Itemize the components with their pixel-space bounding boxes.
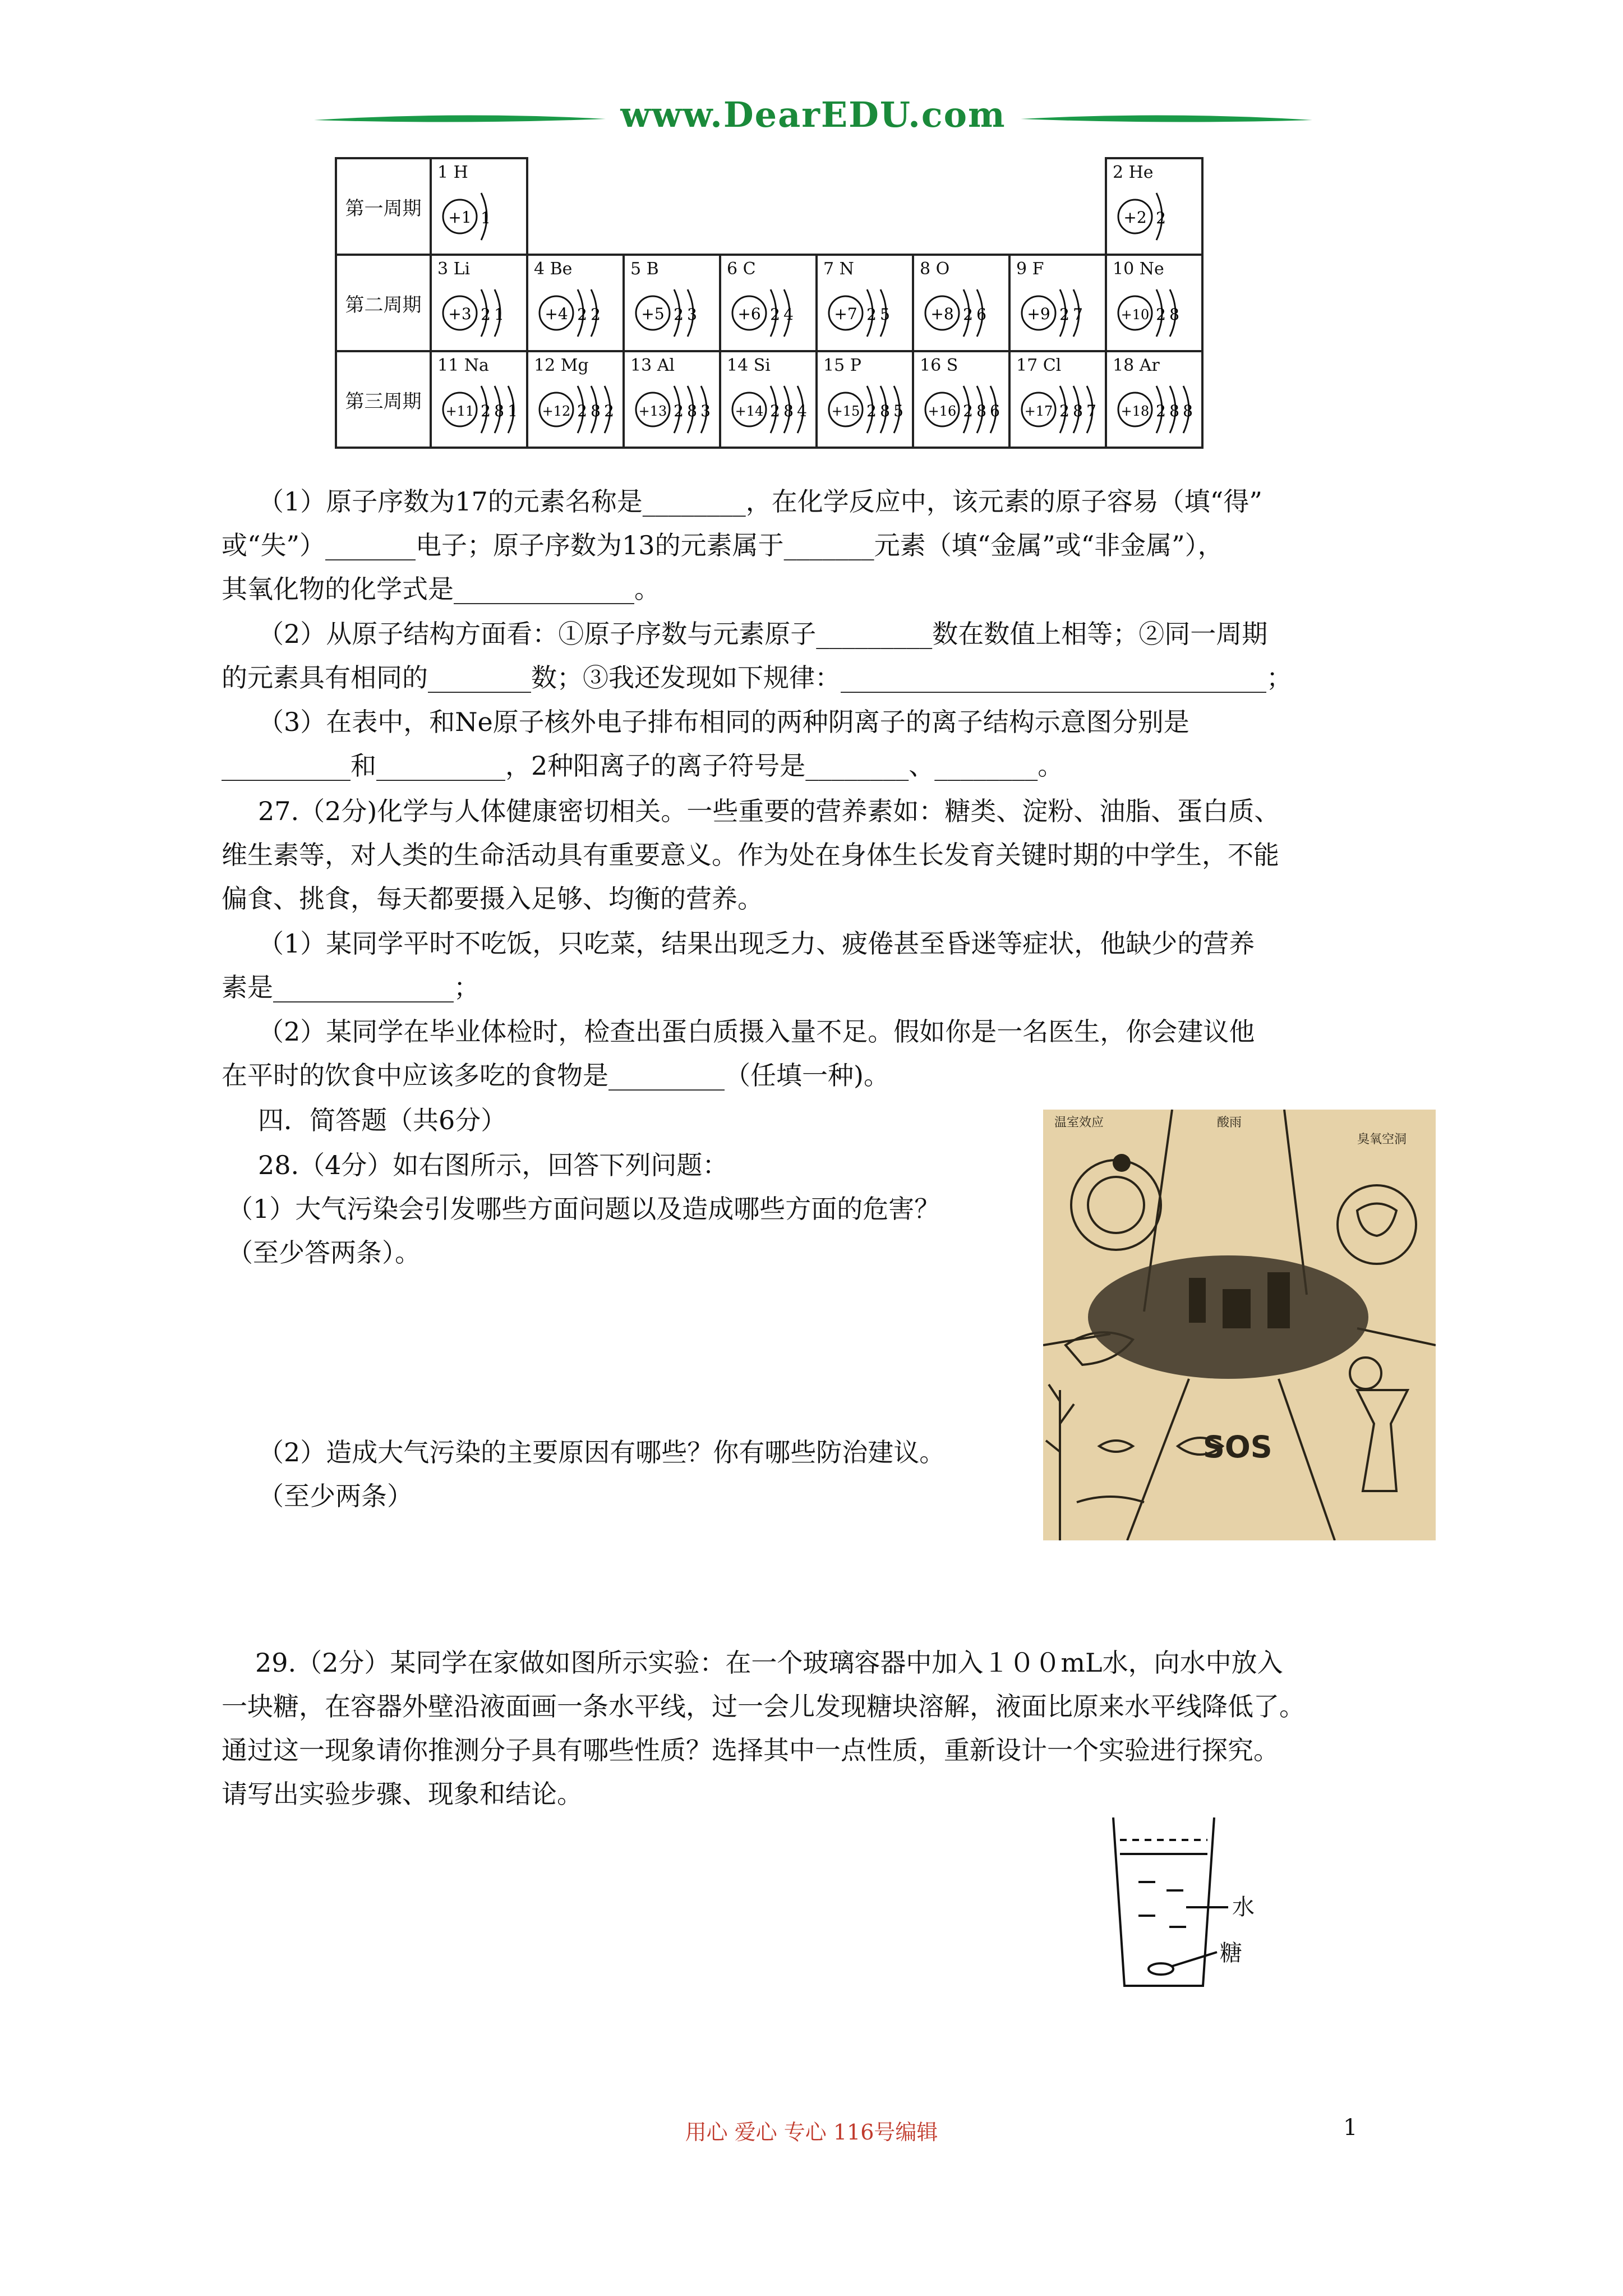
- element-cell: [720, 255, 817, 351]
- q29-line1: 29.（2分）某同学在家做如图所示实验：在一个玻璃容器中加入１００mL水，向水中放入: [255, 1648, 1283, 1678]
- empty-cell: [527, 158, 624, 255]
- period-label: 第二周期: [336, 255, 431, 351]
- shell-electron-count: 7: [1073, 305, 1083, 324]
- section-4-heading: 四．简答题（共6分）: [258, 1105, 507, 1135]
- element-symbol-label: 7 N: [823, 259, 854, 279]
- atomic-structure-diagram: [533, 375, 623, 442]
- empty-cell: [913, 158, 1009, 255]
- q27-line2: 维生素等，对人类的生命活动具有重要意义。作为处在身体生长发育关键时期的中学生，不能: [222, 840, 1279, 870]
- right-swoosh-decoration: [1021, 112, 1312, 127]
- atomic-structure-diagram: [436, 375, 526, 442]
- shell-electron-count: 2: [481, 305, 491, 324]
- shell-electron-count: 5: [893, 402, 903, 420]
- element-cell: [913, 351, 1009, 448]
- nucleus-charge: +17: [1024, 403, 1053, 419]
- shell-electron-count: 4: [783, 305, 794, 324]
- shell-electron-count: 2: [674, 305, 684, 324]
- q27-part1-line1: （1）某同学平时不吃饭，只吃菜，结果出现乏力、疲倦甚至昏迷等症状，他缺少的营养: [258, 928, 1255, 959]
- cartoon-label-acid-rain: 酸雨: [1217, 1116, 1242, 1130]
- shell-electron-count: 8: [494, 402, 504, 420]
- element-cell: [913, 255, 1009, 351]
- shell-electron-count: 2: [770, 305, 780, 324]
- element-symbol-label: 17 Cl: [1016, 356, 1062, 375]
- shell-electron-count: 2: [866, 305, 877, 324]
- cartoon-label-ozone-hole: 臭氧空洞: [1357, 1133, 1407, 1147]
- shell-electron-count: 5: [880, 305, 890, 324]
- atomic-structure-diagram: [919, 278, 1008, 346]
- shell-electron-count: 7: [1086, 402, 1096, 420]
- q27-line3: 偏食、挑食，每天都要摄入足够、均衡的营养。: [222, 884, 763, 914]
- shell-electron-count: 2: [1156, 402, 1166, 420]
- element-cell: [720, 351, 817, 448]
- q26-part3-line2: __________和__________，2种阳离子的离子符号是________、________。: [222, 751, 1064, 781]
- shell-electron-count: 8: [591, 402, 601, 420]
- element-cell: [1106, 255, 1202, 351]
- page-number: 1: [1343, 2115, 1358, 2141]
- element-symbol-label: 11 Na: [437, 356, 489, 375]
- q26-part2-line1: （2）从原子结构方面看：①原子序数与元素原子_________数在数值上相等；②同一周期: [258, 619, 1268, 649]
- shell-electron-count: 4: [797, 402, 807, 420]
- nucleus-charge: +1: [448, 208, 472, 227]
- periodic-table-row: [336, 255, 1202, 351]
- shell-electron-count: 2: [674, 402, 684, 420]
- nucleus-charge: +10: [1121, 307, 1150, 323]
- cartoon-label-greenhouse: 温室效应: [1054, 1116, 1104, 1130]
- shell-electron-count: 6: [976, 305, 986, 324]
- shell-electron-count: 8: [1169, 402, 1179, 420]
- element-symbol-label: 15 P: [823, 356, 861, 375]
- q26-part1-line1: （1）原子序数为17的元素名称是________，在化学反应中，该元素的原子容易（填“得”: [258, 486, 1262, 517]
- element-cell: [1106, 158, 1202, 255]
- atomic-structure-diagram: [1015, 375, 1105, 442]
- nucleus-charge: +11: [445, 403, 474, 419]
- element-cell: [624, 255, 720, 351]
- shell-electron-count: 1: [508, 402, 518, 420]
- shell-electron-count: 8: [783, 402, 794, 420]
- beaker-water-label: 水: [1232, 1894, 1255, 1920]
- element-symbol-label: 2 He: [1113, 163, 1154, 182]
- shell-electron-count: 2: [1059, 305, 1069, 324]
- element-cell: [431, 255, 527, 351]
- nucleus-charge: +4: [545, 305, 568, 323]
- element-symbol-label: 8 O: [920, 259, 950, 279]
- nucleus-charge: +12: [542, 403, 571, 419]
- atomic-structure-diagram: [822, 278, 912, 346]
- element-symbol-label: 18 Ar: [1113, 356, 1160, 375]
- element-symbol-label: 14 Si: [727, 356, 771, 375]
- nucleus-charge: +2: [1123, 208, 1147, 227]
- element-symbol-label: 6 C: [727, 259, 756, 279]
- shell-electron-count: 2: [963, 402, 973, 420]
- element-cell: [431, 351, 527, 448]
- shell-electron-count: 2: [591, 305, 601, 324]
- periodic-table-row: [336, 158, 1202, 255]
- element-cell: [817, 255, 913, 351]
- q28-part1-line1: （1）大气污染会引发哪些方面问题以及造成哪些方面的危害？: [227, 1194, 940, 1224]
- shell-electron-count: 1: [481, 209, 491, 227]
- nucleus-charge: +16: [928, 403, 957, 419]
- shell-electron-count: 8: [880, 402, 890, 420]
- q26-part1-line3: 其氧化物的化学式是______________。: [222, 574, 660, 604]
- q26-part2-line2: 的元素具有相同的________数；③我还发现如下规律：_________________________________；: [222, 662, 1292, 693]
- q28-part2-line2: （至少两条）: [258, 1481, 413, 1511]
- periodic-table: [335, 157, 1204, 449]
- atomic-structure-diagram: [629, 278, 719, 346]
- shell-electron-count: 2: [1156, 305, 1166, 324]
- element-symbol-label: 13 Al: [630, 356, 675, 375]
- nucleus-charge: +15: [831, 403, 860, 419]
- element-cell: [1009, 351, 1106, 448]
- period-label: 第一周期: [336, 158, 431, 255]
- atomic-structure-diagram: [533, 278, 623, 346]
- atomic-structure-diagram: [919, 375, 1008, 442]
- shell-electron-count: 2: [770, 402, 780, 420]
- q26-part3-line1: （3）在表中，和Ne原子核外电子排布相同的两种阴离子的离子结构示意图分别是: [258, 707, 1189, 737]
- cartoon-sos-text: SOS: [1203, 1429, 1272, 1465]
- shell-electron-count: 3: [687, 305, 697, 324]
- footer-text: 用心 爱心 专心 116号编辑: [685, 2120, 938, 2145]
- atomic-structure-diagram: [1015, 278, 1105, 346]
- q28-heading: 28.（4分）如右图所示，回答下列问题：: [258, 1150, 728, 1180]
- shell-electron-count: 6: [990, 402, 1000, 420]
- element-cell: [1009, 255, 1106, 351]
- atomic-structure-diagram: [1112, 278, 1201, 346]
- atomic-structure-diagram: [1112, 182, 1201, 249]
- nucleus-charge: +18: [1121, 403, 1150, 419]
- element-cell: [527, 255, 624, 351]
- element-symbol-label: 12 Mg: [534, 356, 589, 375]
- nucleus-charge: +3: [448, 305, 472, 323]
- nucleus-charge: +9: [1027, 305, 1050, 323]
- element-symbol-label: 3 Li: [437, 259, 471, 279]
- element-cell: [624, 351, 720, 448]
- shell-electron-count: 2: [577, 305, 587, 324]
- element-symbol-label: 1 H: [437, 163, 468, 182]
- atomic-structure-diagram: [822, 375, 912, 442]
- shell-electron-count: 2: [481, 402, 491, 420]
- element-symbol-label: 10 Ne: [1113, 259, 1164, 279]
- empty-cell: [817, 158, 913, 255]
- shell-electron-count: 2: [963, 305, 973, 324]
- nucleus-charge: +7: [834, 305, 857, 323]
- element-symbol-label: 4 Be: [534, 259, 573, 279]
- shell-electron-count: 8: [1073, 402, 1083, 420]
- periodic-table-row: [336, 351, 1202, 448]
- q28-part2-line1: （2）造成大气污染的主要原因有哪些？你有哪些防治建议。: [258, 1437, 946, 1467]
- element-cell: [817, 351, 913, 448]
- empty-cell: [1009, 158, 1106, 255]
- period-label: 第三周期: [336, 351, 431, 448]
- element-symbol-label: 9 F: [1016, 259, 1044, 279]
- nucleus-charge: +14: [735, 403, 764, 419]
- element-cell: [527, 351, 624, 448]
- atomic-structure-diagram: [436, 278, 526, 346]
- q29-line3: 通过这一现象请你推测分子具有哪些性质？选择其中一点性质，重新设计一个实验进行探究。: [222, 1735, 1279, 1765]
- shell-electron-count: 8: [1169, 305, 1179, 324]
- atomic-structure-diagram: [1112, 375, 1201, 442]
- shell-electron-count: 2: [577, 402, 587, 420]
- shell-electron-count: 2: [1059, 402, 1069, 420]
- shell-electron-count: 1: [494, 305, 504, 324]
- nucleus-charge: +8: [930, 305, 954, 323]
- q27-line1: 27.（2分)化学与人体健康密切相关。一些重要的营养素如：糖类、淀粉、油脂、蛋白质、: [258, 796, 1280, 826]
- beaker-sugar-label: 糖: [1220, 1940, 1242, 1966]
- site-url: www.DearEDU.com: [620, 94, 1006, 135]
- q29-line4: 请写出实验步骤、现象和结论。: [222, 1779, 583, 1809]
- shell-electron-count: 8: [1183, 402, 1193, 420]
- shell-electron-count: 3: [700, 402, 711, 420]
- nucleus-charge: +6: [737, 305, 761, 323]
- q29-line2: 一块糖，在容器外壁沿液面画一条水平线，过一会儿发现糖块溶解，液面比原来水平线降低了。: [222, 1691, 1305, 1722]
- air-pollution-cartoon: [1043, 1110, 1436, 1540]
- element-symbol-label: 5 B: [630, 259, 659, 279]
- shell-electron-count: 2: [866, 402, 877, 420]
- q26-part1-line2: 或“失”）_______电子；原子序数为13的元素属于_______元素（填“金属”或“非金属”），: [222, 530, 1224, 560]
- shell-electron-count: 8: [976, 402, 986, 420]
- q27-part1-line2: 素是______________；: [222, 972, 479, 1002]
- shell-electron-count: 2: [604, 402, 614, 420]
- beaker-diagram: [1108, 1812, 1276, 1997]
- empty-cell: [624, 158, 720, 255]
- element-cell: [431, 158, 527, 255]
- element-cell: [1106, 351, 1202, 448]
- site-header-logo: [314, 90, 1312, 151]
- q28-part1-line2: （至少答两条）。: [227, 1237, 421, 1268]
- q27-part2-line1: （2）某同学在毕业体检时，检查出蛋白质摄入量不足。假如你是一名医生，你会建议他: [258, 1016, 1255, 1047]
- empty-cell: [720, 158, 817, 255]
- element-symbol-label: 16 S: [920, 356, 958, 375]
- nucleus-charge: +5: [641, 305, 665, 323]
- atomic-structure-diagram: [629, 375, 719, 442]
- atomic-structure-diagram: [726, 375, 815, 442]
- shell-electron-count: 8: [687, 402, 697, 420]
- q27-part2-line2: 在平时的饮食中应该多吃的食物是_________（任填一种)。: [222, 1060, 889, 1091]
- atomic-structure-diagram: [436, 182, 526, 249]
- atomic-structure-diagram: [726, 278, 815, 346]
- shell-electron-count: 2: [1156, 209, 1166, 227]
- nucleus-charge: +13: [638, 403, 667, 419]
